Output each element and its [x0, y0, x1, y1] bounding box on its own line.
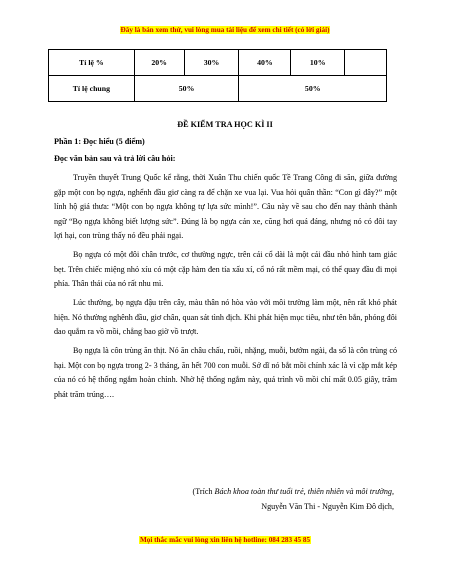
preview-banner	[0, 26, 450, 34]
passage-paragraph: Bọ ngựa có một đôi chân trước, cơ thường ngực, trên cái cổ dài là một cái đầu nhỏ hình tam giác bẹt. Trên chiếc miệng nhỏ xíu có một cặp hàm đen tía xấu xí, cổ nó rất mềm mại, có thể quay đầu đi mọi phía. Thân thái của nó rất nhu mì.	[54, 250, 397, 288]
source-citation	[193, 485, 394, 514]
exam-title: ĐỀ KIỂM TRA HỌC KÌ II	[177, 120, 273, 129]
table-cell: Tỉ lệ %	[49, 50, 135, 76]
table-cell: 50%	[134, 76, 239, 102]
table-row	[49, 76, 387, 102]
table-cell: 20%	[134, 50, 184, 76]
source-book: Bách khoa toàn thư tuổi trẻ, thiên nhiên và môi trường,	[214, 487, 394, 496]
part1-heading: Phần 1: Đọc hiểu (5 điểm)	[54, 137, 145, 146]
table-cell: 50%	[239, 76, 387, 102]
table-cell	[345, 50, 387, 76]
source-prefix: (Trích	[192, 487, 215, 496]
score-ratio-table	[48, 49, 387, 102]
source-line-1	[193, 485, 394, 500]
reading-instruction: Đọc văn bản sau và trả lời câu hỏi:	[54, 154, 176, 163]
hotline-banner	[0, 536, 450, 544]
table-cell: 40%	[239, 50, 291, 76]
source-authors: Nguyễn Văn Thi - Nguyễn Kim Đô dịch,	[261, 501, 394, 511]
preview-banner-text: Đây là bản xem thử, vui lòng mua tài liệu để xem chi tiết (có lời giải)	[120, 26, 330, 34]
hotline-banner-text: Mọi thắc mắc vui lòng xin liên hệ hotline: 084 283 45 85	[139, 536, 311, 544]
passage-paragraph: Truyền thuyết Trung Quốc kể rằng, thời Xuân Thu chiến quốc Tề Trang Công đi săn, giữa đường gặp một con bọ ngựa, nghểnh đầu giơ càng ra để chặn xe vua lại. Vua hỏi quân thần: “Con gì đây?” một lính hộ giá thưa: “Một con bọ ngựa không tự lựa sức mình!”. Câu này về sau cho đến nay thành thành ngữ “Bọ ngựa không biết lượng sức”. Đúng là bọ ngựa cản xe, cũng hơi quá đáng, nhưng nó có đôi tay lợi hại, con trùng thấy nó đều phải ngại.	[54, 173, 397, 240]
table-cell: Tỉ lệ chung	[49, 76, 135, 102]
table-row	[49, 50, 387, 76]
reading-passage	[54, 171, 397, 402]
table-cell: 10%	[291, 50, 345, 76]
passage-paragraph: Bọ ngựa là côn trùng ăn thịt. Nó ăn châu chấu, ruồi, nhặng, muỗi, bướm ngài, đa số là côn trùng có hại. Một con bọ ngựa trong 2- 3 tháng, ăn hết 700 con muỗi. Sở dĩ nó bắt mồi chính xác là vì cặp mắt kép của nó có hệ thống ngắm hoàn chỉnh. Nhờ hệ thống ngắm này, quá trình vồ mồi chỉ mất 0.05 giây, trăm phát trăm trúng….	[54, 346, 397, 399]
passage-paragraph: Lúc thường, bọ ngựa đậu trên cây, màu thân nó hòa vào với môi trường làm một, nên rất khó phát hiện. Nó thường nghênh đầu, giơ chân, quan sát tình địch. Khi phát hiện mục tiêu, như tên bắn, phóng đôi dao quắm ra vồ mồi, chẳng bao giờ vồ trượt.	[54, 298, 397, 336]
table-cell: 30%	[184, 50, 239, 76]
